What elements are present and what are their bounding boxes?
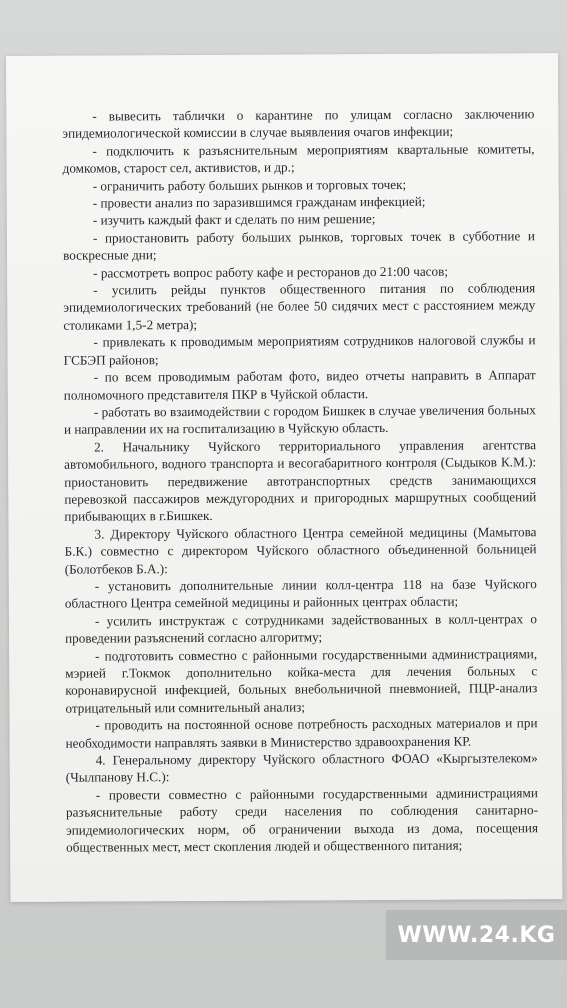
list-item: - ограничить работу больших рынков и торговых точек;: [92, 176, 407, 194]
list-item: - по всем проводимым работам фото, видео отчеты направить в Аппарат полномочного представителя ПКР в Чуйской области.: [63, 367, 536, 403]
list-item: - провести совместно с районными государственными администрациями разъяснительные работу среди населения по соблюдения санитарно-эпидемиологических норм, об ограничении выхода из дома, посещения общественных мест, мест скопления людей и общественного питания;: [65, 785, 539, 855]
list-item: - установить дополнительные линии колл-центра 118 на базе Чуйского областного Центра семейной медицины и районных центрах области;: [64, 576, 537, 612]
list-item: - приостановить работу больших рынков, торговых точек в субботние и воскресные дни;: [63, 228, 535, 263]
list-item: - привлекать к проводимым мероприятиям сотрудников налоговой службы и ГСБЭП районов;: [63, 332, 536, 368]
list-item: - провести анализ по заразившимся гражданам инфекцией;: [92, 193, 426, 211]
list-item: - рассмотреть вопрос работу кафе и ресторанов до 21:00 часов;: [93, 263, 449, 281]
list-item: - усилить рейды пунктов общественного питания по соблюдения эпидемиологических требований (не более 50 сидячих мест с расстоянием между столиками 1,5-2 метра);: [63, 280, 536, 333]
document-page: [6, 53, 562, 902]
list-item: - изучить каждый факт и сделать по ним решение;: [92, 211, 376, 228]
section-paragraph: 2. Начальнику Чуйского территориального управления агентства автомобильного, водного транспорта и весогабаритного контроля (Сыдыков К.М.): приостановить передвижение автотранспортных средств занимающихся перевозкой пассажиров междугородних и пригородных маршрутных сообщений прибывающих в г.Бишкек.: [64, 436, 537, 525]
list-item: - вывесить таблички о карантине по улицам согласно заключению эпидемиологической комиссии в случае выявления очагов инфекции;: [62, 106, 535, 142]
watermark: WWW.24.KG: [386, 910, 567, 960]
list-item: - работать во взаимодействии с городом Бишкек в случае увеличения больных и направлении их на госпитализацию в Чуйскую область.: [63, 402, 536, 438]
list-item: - проводить на постоянной основе потребность расходных материалов и при необходимости направлять заявки в Министерство здравоохранения КР.: [65, 715, 538, 751]
document-body: [62, 105, 538, 856]
list-item: - усилить инструктаж с сотрудниками задействованных в колл-центрах о проведении разъяснений согласно алгоритму;: [65, 611, 537, 646]
list-item: - подключить к разъяснительным мероприятиям квартальные комитеты, домкомов, старост сел, активистов, и др.;: [62, 141, 535, 176]
section-paragraph: 4. Генеральному директору Чуйского областного ФОАО «Кыргызтелеком» (Чылпанову Н.С.):: [65, 750, 538, 786]
section-paragraph: 3. Директору Чуйского областного Центра семейной медицины (Мамытова Б.К.) совместно с директором Чуйского областного объединенной больницей (Болотбеков Б.А.):: [64, 523, 537, 577]
list-item: - подготовить совместно с районными государственными администрациями, мэрией г.Токмок дополнительно койка-места для лечения больных с коронавирусной инфекцией, больных внебольничной пневмонией, ПЦР-анализ отрицательный или сомнительный анализ;: [65, 645, 538, 716]
